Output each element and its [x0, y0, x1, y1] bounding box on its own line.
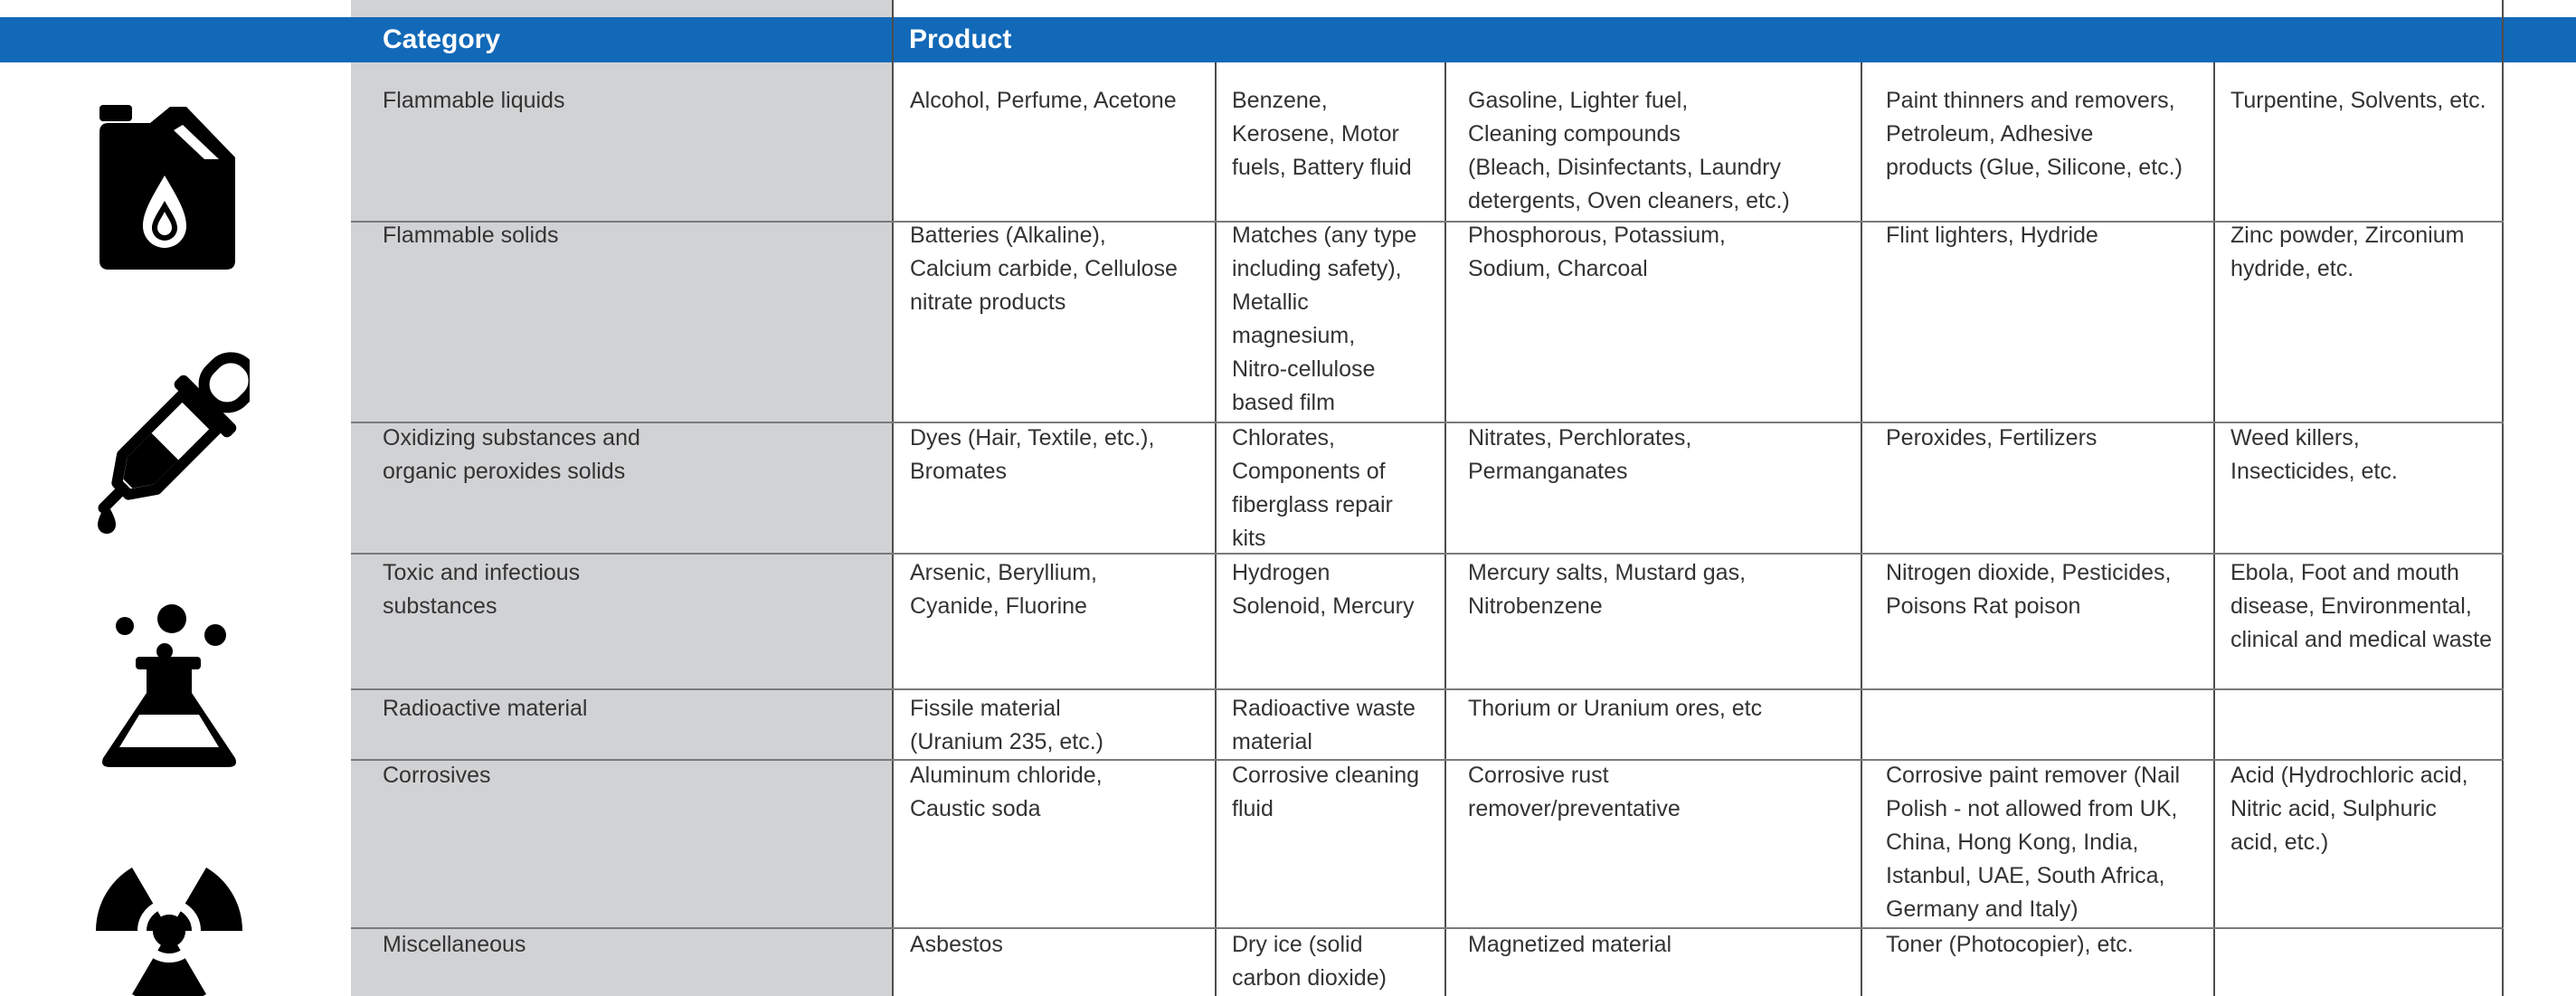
product-cell: Matches (any type including safety), Metallic magnesium, Nitro-cellulose based film [1232, 223, 1417, 415]
product-cell: Arsenic, Beryllium, Cyanide, Fluorine [910, 560, 1097, 619]
product-cell: Nitrogen dioxide, Pesticides, Poisons Rat poison [1886, 560, 2172, 619]
column-divider [1861, 62, 1862, 996]
product-cell: Acid (Hydrochloric acid, Nitric acid, Sulphuric acid, etc.) [2230, 763, 2468, 855]
product-cell: Paint thinners and removers, Petroleum, Adhesive products (Glue, Silicone, etc.) [1886, 88, 2183, 180]
category-cell: Flammable solids [383, 223, 559, 248]
product-cell: Zinc powder, Zirconium hydride, etc. [2230, 223, 2465, 281]
product-cell: Dyes (Hair, Textile, etc.), Bromates [910, 425, 1155, 484]
product-cell: Alcohol, Perfume, Acetone [910, 88, 1177, 113]
product-cell: Hydrogen Solenoid, Mercury [1232, 560, 1415, 619]
category-cell: Corrosives [383, 763, 491, 788]
product-cell: Dry ice (solid carbon dioxide) [1232, 932, 1387, 991]
product-cell: Corrosive rust remover/preventative [1468, 763, 1681, 821]
row-divider [351, 688, 2504, 690]
category-column-header: Category [383, 24, 501, 54]
column-divider [2502, 0, 2504, 996]
category-cell: Miscellaneous [383, 932, 526, 957]
product-cell: Benzene, Kerosene, Motor fuels, Battery fluid [1232, 88, 1412, 180]
row-divider [351, 927, 2504, 929]
product-cell: Thorium or Uranium ores, etc [1468, 696, 1763, 721]
product-cell: Batteries (Alkaline), Calcium carbide, Cellulose nitrate products [910, 223, 1178, 315]
product-cell: Corrosive cleaning fluid [1232, 763, 1420, 821]
column-divider [2213, 62, 2215, 996]
product-column-header: Product [909, 24, 1012, 54]
product-cell: Asbestos [910, 932, 1003, 957]
flask-icon [99, 602, 241, 769]
product-cell: Aluminum chloride, Caustic soda [910, 763, 1103, 821]
column-divider [892, 0, 894, 996]
fuel-canister-icon [96, 103, 239, 271]
row-divider [351, 553, 2504, 555]
product-cell: Corrosive paint remover (Nail Polish - not allowed from UK, China, Hong Kong, India, Istanbul, UAE, South Africa, Germany and Italy) [1886, 763, 2181, 922]
row-divider [351, 422, 2504, 423]
product-cell: Phosphorous, Potassium, Sodium, Charcoal [1468, 223, 1726, 281]
column-divider [1215, 62, 1217, 996]
category-cell: Toxic and infectious substances [383, 560, 581, 619]
category-cell: Radioactive material [383, 696, 588, 721]
product-cell: Flint lighters, Hydride [1886, 223, 2098, 248]
product-cell: Fissile material (Uranium 235, etc.) [910, 696, 1103, 754]
product-cell: Toner (Photocopier), etc. [1886, 932, 2134, 957]
product-cell: Peroxides, Fertilizers [1886, 425, 2098, 451]
product-cell: Turpentine, Solvents, etc. [2230, 88, 2486, 113]
product-cell: Mercury salts, Mustard gas, Nitrobenzene [1468, 560, 1747, 619]
dropper-icon [89, 351, 250, 537]
product-cell: Ebola, Foot and mouth disease, Environmental, clinical and medical waste [2230, 560, 2493, 652]
product-cell: Chlorates, Components of fiberglass repair kits [1232, 425, 1393, 551]
category-column-background [351, 0, 892, 996]
category-cell: Flammable liquids [383, 88, 565, 113]
product-cell: Nitrates, Perchlorates, Permanganates [1468, 425, 1692, 484]
column-divider [1444, 62, 1446, 996]
product-cell: Magnetized material [1468, 932, 1672, 957]
row-divider [351, 221, 2504, 223]
product-cell: Radioactive waste material [1232, 696, 1416, 754]
row-divider [351, 759, 2504, 761]
category-cell: Oxidizing substances and organic peroxides solids [383, 425, 640, 484]
product-cell: Gasoline, Lighter fuel, Cleaning compounds (Bleach, Disinfectants, Laundry detergents, Oven cleaners, etc.) [1468, 88, 1790, 213]
product-cell: Weed killers, Insecticides, etc. [2230, 425, 2398, 484]
radiation-icon [89, 859, 250, 996]
